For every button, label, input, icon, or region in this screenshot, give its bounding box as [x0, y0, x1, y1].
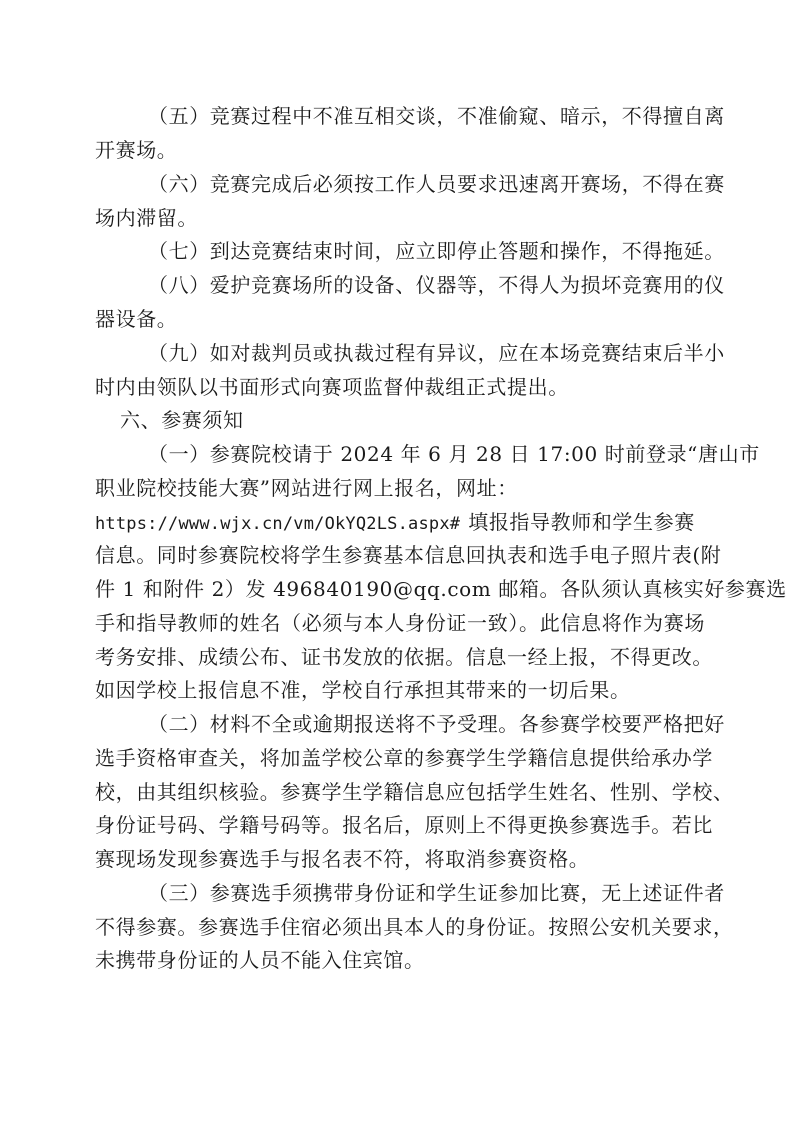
paragraph-notice-1-line-1: （一）参赛院校请于 2024 年 6 月 28 日 17:00 时前登录“唐山市 — [148, 442, 760, 466]
paragraph-notice-2-line-1: （二）材料不全或逾期报送将不予受理。各参赛学校要严格把好 — [148, 712, 725, 736]
paragraph-notice-2-line-3: 校，由其组织核验。参赛学生学籍信息应包括学生姓名、性别、学校、 — [95, 780, 734, 804]
paragraph-notice-1-line-6: 手和指导教师的姓名（必须与本人身份证一致）。此信息将作为赛场 — [95, 611, 705, 635]
paragraph-rule-9-line-2: 时内由领队以书面形式向赛项监督仲裁组正式提出。 — [95, 375, 569, 399]
paragraph-rule-6-line-1: （六）竞赛完成后必须按工作人员要求迅速离开赛场，不得在赛 — [148, 172, 725, 196]
paragraph-rule-8-line-1: （八）爱护竞赛场所的设备、仪器等，不得人为损坏竞赛用的仪 — [148, 273, 725, 297]
paragraph-notice-1-line-7: 考务安排、成绩公布、证书发放的依据。信息一经上报，不得更改。 — [95, 645, 713, 669]
paragraph-notice-2-line-5: 赛现场发现参赛选手与报名表不符，将取消参赛资格。 — [95, 847, 590, 871]
paragraph-rule-8-line-2: 器设备。 — [95, 307, 178, 331]
section-heading-6: 六、参赛须知 — [120, 408, 244, 432]
paragraph-notice-3-line-3: 未携带身份证的人员不能入住宾馆。 — [95, 948, 425, 972]
paragraph-notice-3-line-1: （三）参赛选手须携带身份证和学生证参加比赛，无上述证件者 — [148, 881, 725, 905]
paragraph-notice-1-line-8: 如因学校上报信息不准，学校自行承担其带来的一切后果。 — [95, 678, 631, 702]
paragraph-notice-2-line-2: 选手资格审查关，将加盖学校公章的参赛学生学籍信息提供给承办学 — [95, 746, 713, 770]
paragraph-rule-5-line-2: 开赛场。 — [95, 138, 178, 162]
paragraph-notice-1-line-4: 信息。同时参赛院校将学生参赛基本信息回执表和选手电子照片表(附 — [95, 543, 722, 567]
paragraph-notice-2-line-4: 身份证号码、学籍号码等。报名后，原则上不得更换参赛选手。若比 — [95, 813, 713, 837]
paragraph-notice-3-line-2: 不得参赛。参赛选手住宿必须出具本人的身份证。按照公安机关要求， — [95, 915, 734, 939]
paragraph-notice-1-line-2: 职业院校技能大赛”网站进行网上报名，网址： — [95, 476, 518, 500]
paragraph-rule-5-line-1: （五）竞赛过程中不准互相交谈，不准偷窥、暗示，不得擅自离 — [148, 104, 725, 128]
registration-url-link[interactable]: https://www.wjx.cn/vm/OkYQ2LS.aspx# — [95, 514, 461, 534]
paragraph-rule-7-line-1: （七）到达竞赛结束时间，应立即停止答题和操作，不得拖延。 — [148, 239, 725, 263]
paragraph-rule-6-line-2: 场内滞留。 — [95, 206, 198, 230]
paragraph-rule-9-line-1: （九）如对裁判员或执裁过程有异议，应在本场竞赛结束后半小 — [148, 341, 725, 365]
paragraph-notice-1-line-3 — [0, 506, 800, 539]
paragraph-notice-1-line-3-text: 填报指导教师和学生参赛 — [468, 510, 695, 534]
paragraph-notice-1-line-5: 件 1 和附件 2）发 496840190@qq.com 邮箱。各队须认真核实好参赛选 — [95, 577, 787, 601]
